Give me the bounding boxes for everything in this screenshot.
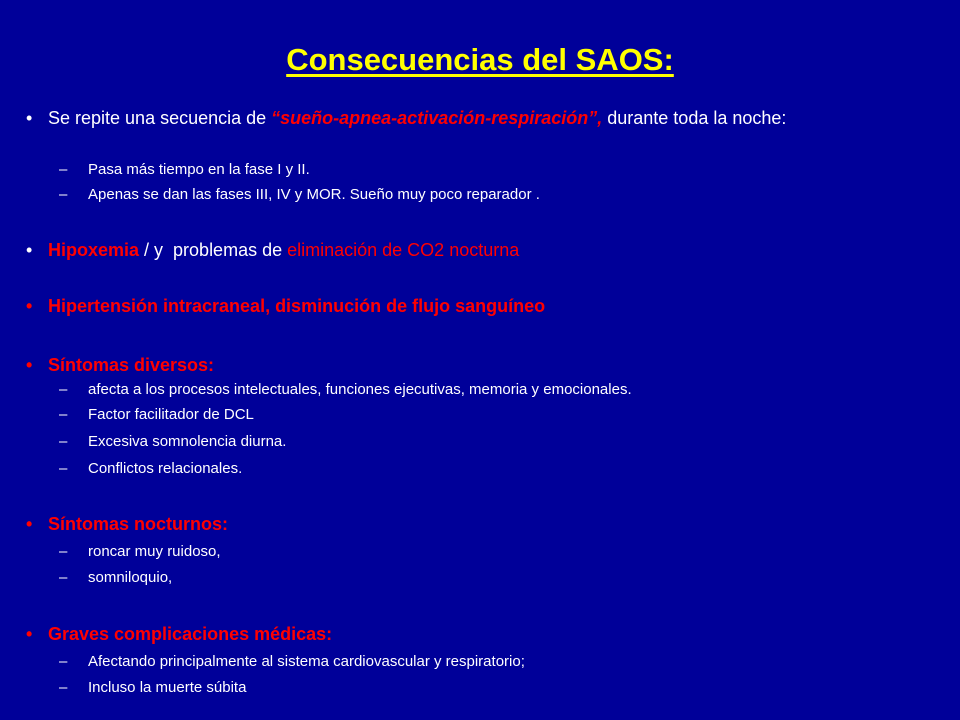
- dash-icon: –: [59, 543, 68, 560]
- bullet-text: Hipertensión intracraneal, disminución de flujo sanguíneo: [48, 296, 546, 316]
- dash-icon: –: [59, 186, 68, 203]
- bullet-icon: •: [26, 108, 33, 128]
- bullet-icon: •: [26, 296, 33, 316]
- sub-item: [59, 161, 938, 179]
- bullet-icon: •: [26, 514, 33, 534]
- bullet-text: Síntomas nocturnos:: [48, 514, 229, 534]
- dash-icon: –: [59, 679, 68, 696]
- sub-item-text: somniloquio,: [88, 569, 173, 586]
- sub-item-text: afecta a los procesos intelectuales, funciones ejecutivas, memoria y emocionales.: [88, 381, 632, 398]
- dash-icon: –: [59, 433, 68, 450]
- sub-item-text: Pasa más tiempo en la fase I y II.: [88, 161, 310, 178]
- sub-item: [59, 569, 938, 587]
- dash-icon: –: [59, 569, 68, 586]
- sub-item-text: Afectando principalmente al sistema cardiovascular y respiratorio;: [88, 653, 525, 670]
- bullet-highlight: “sueño-apnea-activación-respiración”,: [271, 108, 603, 128]
- bullet-text: / y problemas de: [139, 240, 288, 260]
- sub-item-text: Apenas se dan las fases III, IV y MOR. Sueño muy poco reparador .: [88, 186, 540, 203]
- bullet-text: Graves complicaciones médicas:: [48, 624, 333, 644]
- bullet-icon: •: [26, 240, 33, 260]
- sub-item: [59, 460, 938, 478]
- bullet-text: durante toda la noche:: [602, 108, 787, 128]
- bullet-highlight: Hipoxemia: [48, 240, 140, 260]
- dash-icon: –: [59, 161, 68, 178]
- dash-icon: –: [59, 653, 68, 670]
- sub-item: [59, 433, 938, 451]
- sub-item-text: Conflictos relacionales.: [88, 460, 243, 477]
- sub-item: [59, 186, 938, 204]
- bullet-highlight: eliminación de CO2 nocturna: [287, 240, 520, 260]
- sub-item-text: Incluso la muerte súbita: [88, 679, 247, 696]
- dash-icon: –: [59, 381, 68, 398]
- sub-item: [59, 543, 938, 561]
- bullet-hypoxemia: [26, 240, 928, 260]
- bullet-medical-complications: [26, 624, 928, 644]
- bullet-sleep-sequence: [26, 108, 928, 128]
- bullet-text: Síntomas diversos:: [48, 355, 215, 375]
- bullet-symptoms-nocturnal: [26, 514, 928, 534]
- sub-item: [59, 406, 938, 424]
- sub-item: [59, 653, 938, 671]
- sub-item: [59, 381, 938, 399]
- sub-item-text: roncar muy ruidoso,: [88, 543, 221, 560]
- sub-item-text: Excesiva somnolencia diurna.: [88, 433, 287, 450]
- bullet-icon: •: [26, 624, 33, 644]
- bullet-symptoms-diverse: [26, 355, 928, 375]
- bullet-icon: •: [26, 355, 33, 375]
- dash-icon: –: [59, 406, 68, 423]
- dash-icon: –: [59, 460, 68, 477]
- sub-item-text: Factor facilitador de DCL: [88, 406, 254, 423]
- bullet-text: Se repite una secuencia de: [48, 108, 272, 128]
- bullet-hypertension: [26, 296, 928, 316]
- sub-item: [59, 679, 938, 697]
- slide-title: Consecuencias del SAOS:: [286, 42, 674, 77]
